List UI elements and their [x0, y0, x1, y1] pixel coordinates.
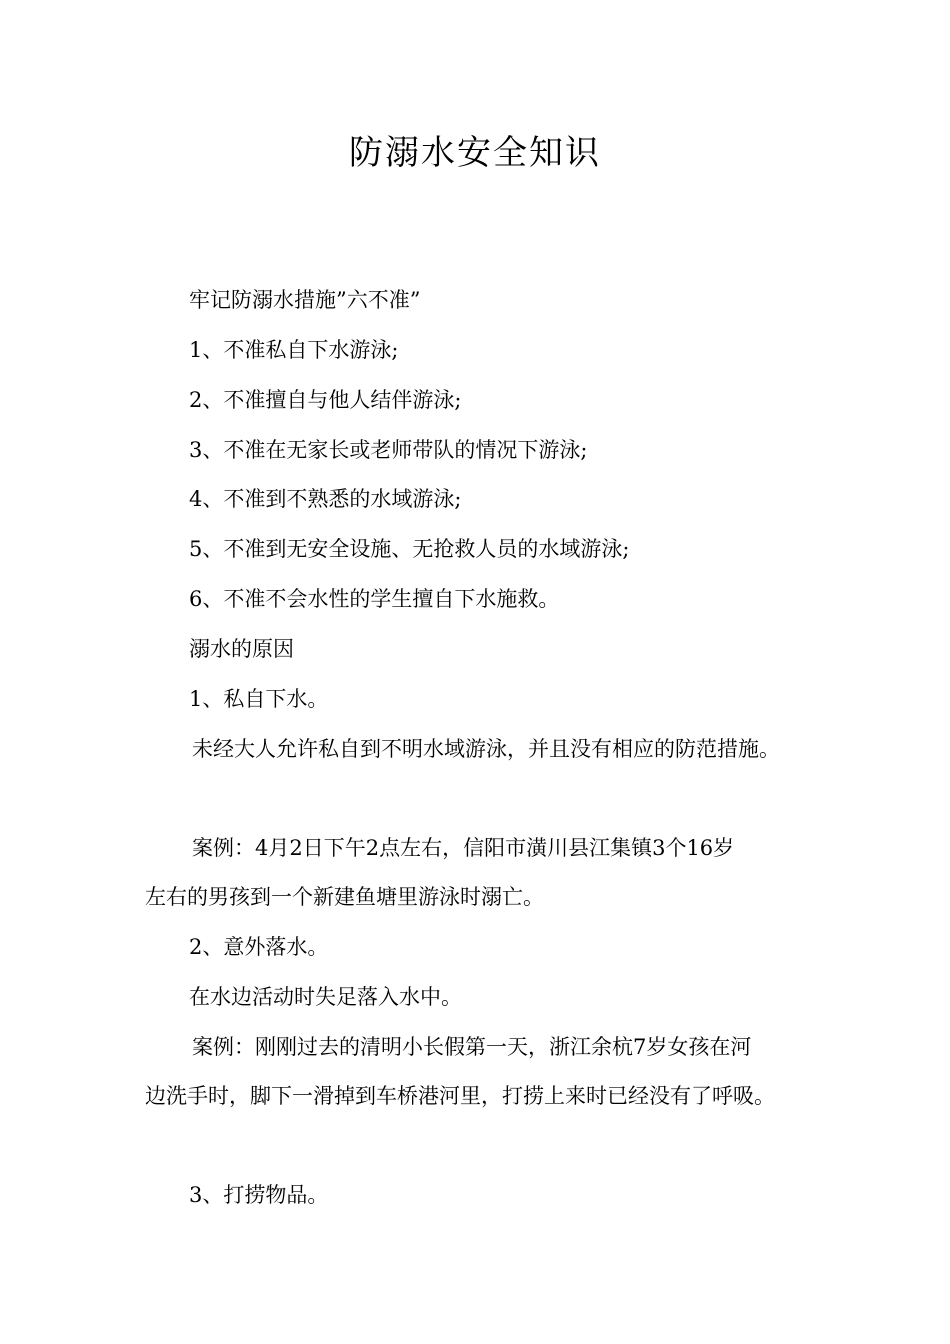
paragraph-cause-2-desc: 在水边活动时失足落入水中。	[189, 985, 462, 1009]
list-item-rule-4: 4、不准到不熟悉的水域游泳;	[189, 487, 462, 511]
section-heading-causes: 溺水的原因	[189, 637, 294, 661]
paragraph-rules-heading: 牢记防溺水措施”六不准”	[189, 288, 421, 312]
list-item-rule-6: 6、不准不会水性的学生擅自下水施救。	[189, 587, 560, 611]
paragraph-cause-1-desc: 未经大人允许私自到不明水域游泳，并且没有相应的防范措施。	[192, 737, 780, 761]
list-item-rule-3: 3、不准在无家长或老师带队的情况下游泳;	[189, 438, 588, 462]
paragraph-case-1-line-1: 案例：4月2日下午2点左右，信阳市潢川县江集镇3个16岁	[192, 836, 735, 860]
paragraph-case-2-line-2: 边洗手时，脚下一滑掉到车桥港河里，打捞上来时已经没有了呼吸。	[145, 1084, 775, 1108]
list-item-rule-5: 5、不准到无安全设施、无抢救人员的水域游泳;	[189, 537, 630, 561]
document-title: 防溺水安全知识	[349, 133, 601, 173]
list-item-rule-2: 2、不准擅自与他人结伴游泳;	[189, 388, 462, 412]
paragraph-case-1-line-2: 左右的男孩到一个新建鱼塘里游泳时溺亡。	[145, 885, 544, 909]
paragraph-case-2-line-1: 案例：刚刚过去的清明小长假第一天，浙江余杭7岁女孩在河	[192, 1035, 752, 1059]
list-item-cause-1: 1、私自下水。	[189, 687, 329, 711]
list-item-cause-3: 3、打捞物品。	[189, 1183, 329, 1207]
list-item-cause-2: 2、意外落水。	[189, 935, 329, 959]
list-item-rule-1: 1、不准私自下水游泳;	[189, 338, 399, 362]
